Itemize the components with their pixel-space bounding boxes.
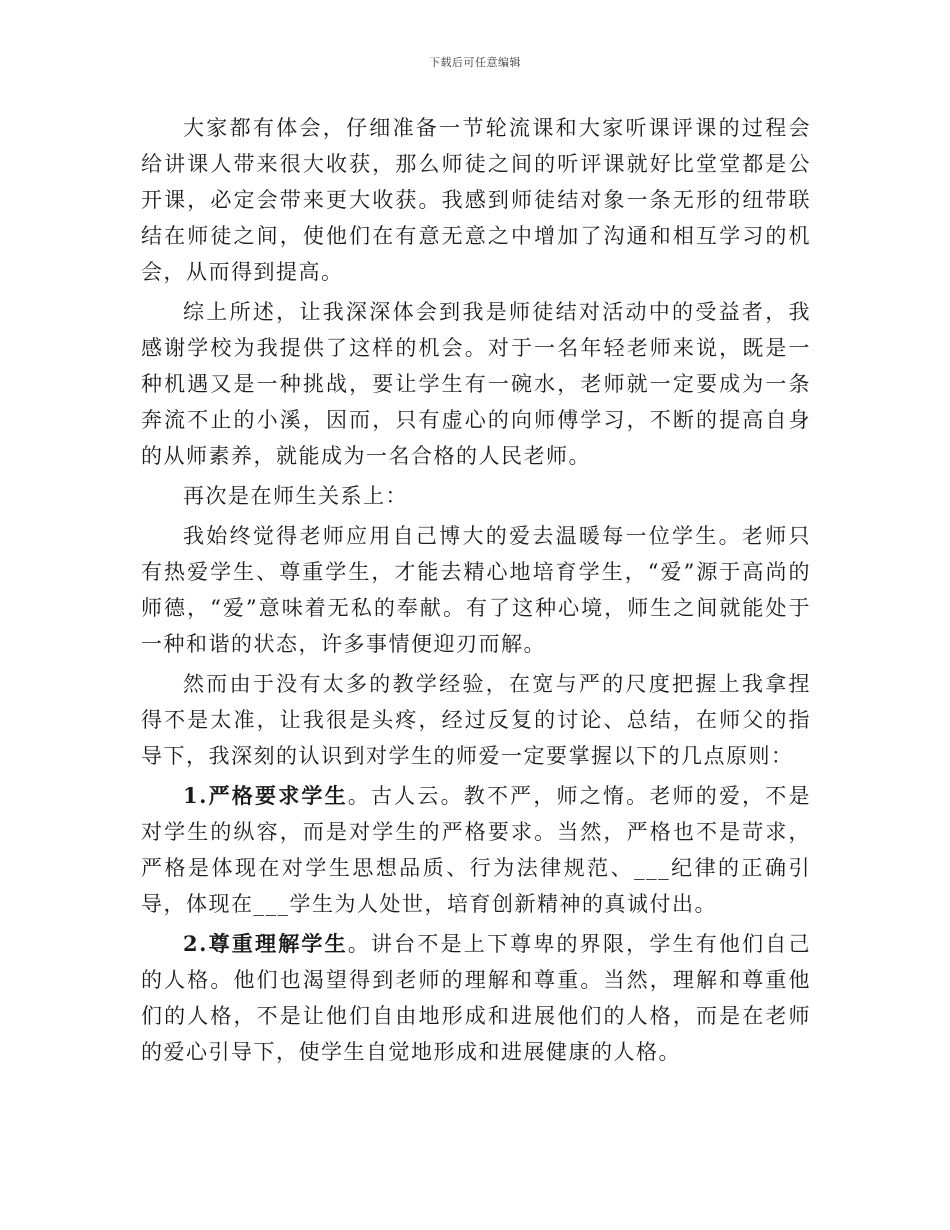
principle-body: 。讲台不是上下尊卑的界限，学生有他们自己的人格。他们也渴望得到老师的理解和尊重。当然，理解和尊重他们的人格，不是让他们自由地形成和进展他们的人格，而是在老师的爱心引导下，使学生自觉地形成和进展健康的人格。 [141, 932, 811, 1064]
paragraph: 我始终觉得老师应用自己博大的爱去温暖每一位学生。老师只有热爱学生、尊重学生，才能去精心地培育学生，“爱”源于高尚的师德，“爱”意味着无私的奉献。有了这种心境，师生之间就能处于一种和谐的状态，许多事情便迎刃而解。 [141, 524, 811, 656]
document-body [141, 110, 811, 1074]
page-header: 下载后可任意编辑 [429, 56, 521, 69]
paragraph: 然而由于没有太多的教学经验，在宽与严的尺度把握上我拿捏得不是太准，让我很是头疼，经过反复的讨论、总结，在师父的指导下，我深刻的认识到对学生的师爱一定要掌握以下的几点原则： [141, 672, 811, 768]
paragraph: 大家都有体会，仔细准备一节轮流课和大家听课评课的过程会给讲课人带来很大收获，那么师徒之间的听评课就好比堂堂都是公开课，必定会带来更大收获。我感到师徒结对象一条无形的纽带联结在师徒之间，使他们在有意无意之中增加了沟通和相互学习的机会，从而得到提高。 [141, 116, 811, 284]
paragraph: 综上所述，让我深深体会到我是师徒结对活动中的受益者，我感谢学校为我提供了这样的机会。对于一名年轻老师来说，既是一种机遇又是一种挑战，要让学生有一碗水，老师就一定要成为一条奔流不止的小溪，因而，只有虚心的向师傅学习，不断的提高自身的从师素养，就能成为一名合格的人民老师。 [141, 300, 811, 468]
principle-body: 。古人云。教不严，师之惰。老师的爱，不是对学生的纵容，而是对学生的严格要求。当然，严格也不是苛求，严格是体现在对学生思想品质、行为法律规范、___纪律的正确引导，体现在___学生为人处世，培育创新精神的真诚付出。 [141, 784, 811, 916]
principle-item [141, 778, 811, 922]
principle-item [141, 926, 811, 1070]
paragraph: 再次是在师生关系上： [183, 484, 408, 508]
principle-heading: 2.尊重理解学生 [183, 931, 348, 956]
principle-heading: 1.严格要求学生 [183, 783, 348, 808]
